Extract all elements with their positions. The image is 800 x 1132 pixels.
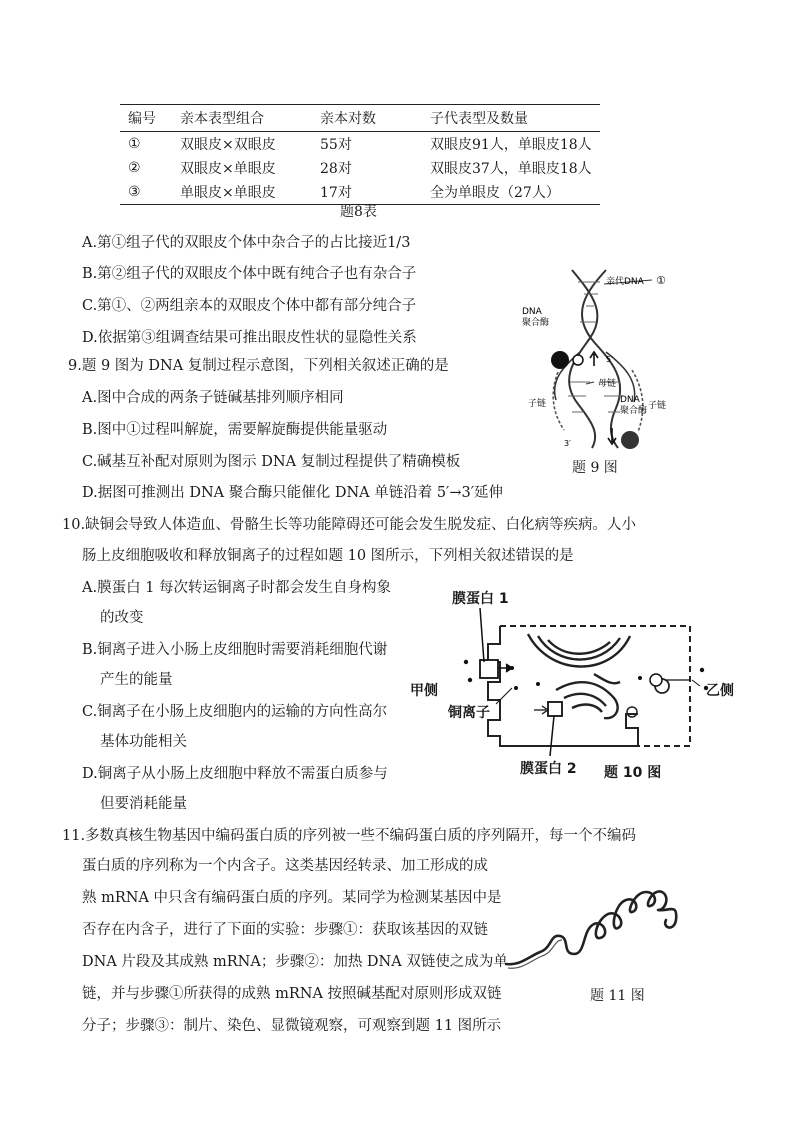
vesicle-icon [627,707,637,717]
arrow-in-icon [534,706,548,714]
q11-line6: 链，并与步骤①所获得的成熟 mRNA 按照碱基配对原则形成双链 [82,986,502,1002]
table-cell: 全为单眼皮（27人） [422,180,600,205]
polymerase-bottom-icon [621,431,639,449]
q8-option-a: A.第①组子代的双眼皮个体中杂合子的占比接近1/3 [82,235,411,251]
q10-stem-line1: 10.缺铜会导致人体造血、骨骼生长等功能障碍还可能会发生脱发症、白化病等疾病。人小 [62,517,637,533]
table-8 [120,104,600,205]
q9-option-d: D.据图可推测出 DNA 聚合酶只能催化 DNA 单链沿着 5′→3′延伸 [82,485,504,501]
label-parent-dna: 亲代DNA [606,277,644,287]
cell-membrane-top [500,626,690,746]
hybrid-loops-figure [500,880,700,980]
table-cell: ③ [120,180,172,205]
q9-option-c: C.碱基互补配对原则为图示 DNA 复制过程提供了精确模板 [82,454,461,470]
q10-option-a-line2: 的改变 [100,610,144,626]
table-cell: 双眼皮×单眼皮 [180,161,276,177]
label-circle-one: ① [656,274,666,287]
label-side-a: 甲侧 [410,683,438,699]
table-cell: 双眼皮×双眼皮 [180,137,276,153]
q10-stem-line2: 肠上皮细胞吸收和释放铜离子的过程如题 10 图所示，下列相关叙述错误的是 [82,548,574,564]
q10-option-a-line1: A.膜蛋白 1 每次转运铜离子时都会发生自身构象 [82,580,392,596]
polymerase-top-icon [551,351,569,369]
label-copper-ion: 铜离子 [448,705,490,721]
table-cell: ① [128,136,141,152]
leader-line-protein-1 [480,608,484,662]
leader-line-copper-ion [496,688,512,704]
label-polymerase-bottom-1: DNA [620,395,640,405]
leader-line-protein-2 [550,716,554,756]
table-cell: ② [128,160,141,176]
child-strand-left [553,372,564,430]
exocytosis-vesicle-icon [650,674,662,686]
table-header-cell: 亲本表型组合 [172,105,312,132]
golgi-apparatus-icon [528,634,630,718]
q10-option-b-line2: 产生的能量 [100,672,173,688]
q10-option-d-line1: D.铜离子从小肠上皮细胞中释放不需蛋白质参与 [82,766,388,782]
label-polymerase-top-1: DNA [522,307,542,317]
q8-option-c: C.第①、②两组亲本的双眼皮个体中都有部分纯合子 [82,298,417,314]
table-row [120,180,600,205]
q10-option-b-line1: B.铜离子进入小肠上皮细胞时需要消耗细胞代谢 [82,642,388,658]
figure-11-caption: 题 11 图 [590,988,645,1004]
table-row [120,156,600,180]
table-cell: 双眼皮37人，单眼皮18人 [430,161,592,177]
table-header-cell: 子代表型及数量 [422,105,600,132]
q10-option-c-line1: C.铜离子在小肠上皮细胞内的运输的方向性高尔 [82,704,388,720]
label-membrane-protein-2: 膜蛋白 2 [520,761,577,777]
q11-line2: 蛋白质的序列称为一个内含子。这类基因经转录、加工形成的成 [82,858,488,874]
table-cell: 双眼皮91人，单眼皮18人 [430,137,592,153]
label-child-chain-left: 子链 [528,399,547,409]
q11-line7: 分子；步骤③：制片、染色、显微镜观察，可观察到题 11 图所示 [82,1018,502,1034]
q11-line5: DNA 片段及其成熟 mRNA；步骤②：加热 DNA 双链使之成为单 [82,954,508,970]
q11-line3: 熟 mRNA 中只含有编码蛋白质的序列。某同学为检测某基因中是 [82,890,502,906]
table-cell: 28对 [320,161,352,177]
label-five-prime: 5′ [606,355,613,364]
label-side-b: 乙侧 [706,683,734,699]
table-header-cell: 编号 [120,105,172,132]
q9-stem: 9.题 9 图为 DNA 复制过程示意图，下列相关叙述正确的是 [68,358,449,374]
membrane-protein-2-icon [548,702,562,716]
label-polymerase-top-2: 聚合酶 [522,318,550,328]
figure-9-caption: 题 9 图 [572,460,618,476]
helicase-icon [573,355,583,365]
table-cell: 单眼皮×单眼皮 [172,180,312,205]
q10-option-d-line2: 但要消耗能量 [100,796,187,812]
q11-line1: 11.多数真核生物基因中编码蛋白质的序列被一些不编码蛋白质的序列隔开，每一个不编码 [62,828,637,844]
table-cell: 55对 [320,137,352,153]
figure-10-caption: 题 10 图 [604,765,662,781]
table-header-row [120,105,600,132]
hybrid-molecule-icon [506,891,676,964]
leader-line-side-b [692,680,700,686]
membrane-protein-1-icon [480,660,498,678]
base-pair-rungs [568,282,624,412]
q9-option-b: B.图中①过程叫解旋，需要解旋酶提供能量驱动 [82,422,388,438]
table-caption: 题8表 [340,204,377,220]
table-cell: 17对 [312,180,422,205]
dna-replication-figure [520,262,700,452]
label-child-chain-right: 子链 [648,401,667,411]
q9-option-a: A.图中合成的两条子链碱基排列顺序相同 [82,390,344,406]
q10-option-c-line2: 基体功能相关 [100,734,187,750]
label-mother-chain: 母链 [598,379,617,389]
q8-option-b: B.第②组子代的双眼皮个体中既有纯合子也有杂合子 [82,266,417,282]
table-header-cell: 亲本对数 [312,105,422,132]
q8-option-d: D.依据第③组调查结果可推出眼皮性状的显隐性关系 [82,330,417,346]
label-membrane-protein-1: 膜蛋白 1 [452,591,509,607]
label-polymerase-bottom-2: 聚合酶 [620,406,648,416]
arrow-up-icon [590,352,598,366]
q11-line4: 否存在内含子，进行了下面的实验：步骤①：获取该基因的双链 [82,922,488,938]
table-row [120,132,600,157]
label-three-prime: 3′ [564,439,571,448]
